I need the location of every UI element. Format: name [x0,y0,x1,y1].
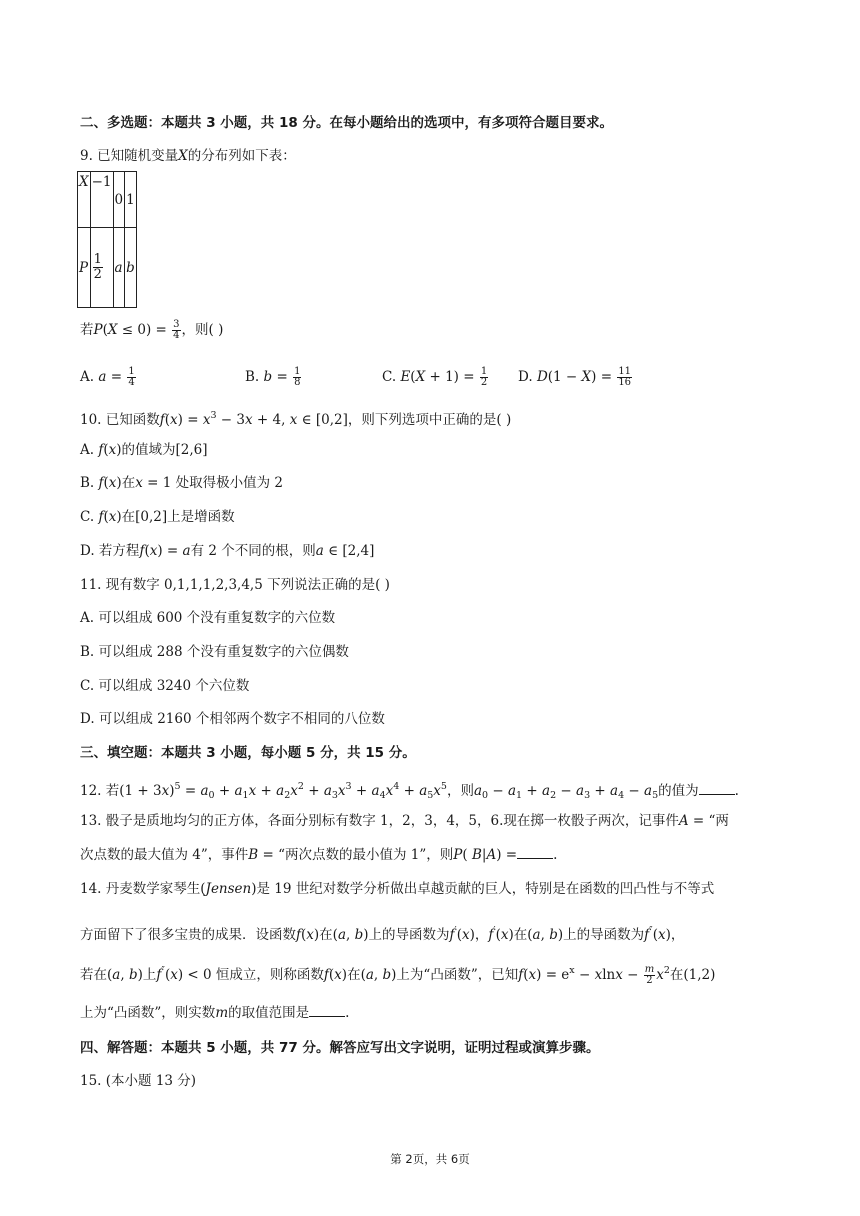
q14-line4: 上为“凸函数”，则实数m的取值范围是 . [80,1005,350,1021]
q14-line1: 14. 丹麦数学家琴生(Jensen)是 19 世纪对数学分析做出卓越贡献的巨人，特别是在函数的凹凸性与不等式 [80,881,715,897]
q14-line2: 方面留下了很多宝贵的成果．设函数f(x)在(a, b)上的导函数为f′(x)，f′(x)在(a, b)上的导函数为f″(x)， [80,925,685,943]
answer-blank [309,1004,345,1017]
q10-option-d: D. 若方程f(x) = a有 2 个不同的根，则a ∈ [2,4] [80,543,375,559]
distribution-table [77,171,137,308]
q14-line3: 若在(a, b)上f″(x) < 0 恒成立，则称函数f(x)在(a, b)上为“凸函数”，已知$f(x) = e^x - xlnx$ − $\frac{m}{2}$ $x^2$在(1,2) [80,964,716,986]
section-3-heading: 三、填空题：本题共 3 小题，每小题 5 分，共 15 分。 [80,745,416,761]
q10-option-c: C. f(x)在[0,2]上是增函数 [80,509,235,525]
q10-option-b: B. f(x)在x = 1 处取得极小值为 2 [80,475,283,491]
q11-stem: 11. 现有数字 0,1,1,1,2,3,4,5 下列说法正确的是( ) [80,577,390,593]
table-cell: b [125,228,137,308]
q9-option-b: B. b = $\frac{1}{8}$ [245,366,301,388]
section-2-heading: 二、多选题：本题共 3 小题，共 18 分。在每小题给出的选项中，有多项符合题目要求。 [80,115,613,131]
page-footer: 第 2页，共 6页 [390,1152,470,1166]
q11-option-d: D. 可以组成 2160 个相邻两个数字不相同的八位数 [80,711,385,727]
q13-line1: 13. 骰子是质地均匀的正方体，各面分别标有数字 1，2，3，4，5，6.现在掷一枚骰子两次，记事件A = “两 [80,813,729,829]
table-cell: 1 [125,172,137,228]
q9-stem: 9. 已知随机变量X的分布列如下表： [80,148,296,164]
answer-blank [517,846,553,859]
q9-condition: 若P(X ≤ 0) = $\frac{3}{4}$ ，则( ) [80,319,224,341]
q11-option-b: B. 可以组成 288 个没有重复数字的六位偶数 [80,644,349,660]
q10-option-a: A. f(x)的值域为[2,6] [80,442,208,458]
q15-stem: 15. (本小题 13 分) [80,1073,197,1089]
q11-option-a: A. 可以组成 600 个没有重复数字的六位数 [80,610,336,626]
table-cell: a [113,228,125,308]
q13-line2: 次点数的最大值为 4”，事件B = “两次点数的最小值为 1”，则P( B|A) = . [80,847,558,863]
table-header-p: P [78,228,91,308]
q9-option-c: C. E(X + 1) = $\frac{1}{2}$ [382,366,488,388]
table-header-x: X [78,172,91,228]
q9-option-a: A. a = $\frac{1}{4}$ [80,366,135,388]
section-4-heading: 四、解答题：本题共 5 小题，共 77 分。解答应写出文字说明，证明过程或演算步骤。 [80,1040,600,1056]
q11-option-c: C. 可以组成 3240 个六位数 [80,678,250,694]
q9-option-d: D. D(1 − X) = $\frac{11}{16}$ [518,366,632,388]
q10-stem: 10. 已知函数$f(x) = x^3 - 3x + 4$, x ∈ [0,2]，则下列选项中正确的是( ) [80,410,512,428]
table-cell: −1 [90,172,113,228]
table-cell: $\frac{1}{2}$ [90,228,113,308]
q12-text: 12. 若$(1 + 3x)^5 = a_0 + a_1x + a_2x^2 + a_3x^3 + a_4x^4 + a_5x^5$，则$a_0 - a_1 + a_2 - a_3 + a_4 - a_5$的值为 . [80,781,739,801]
table-cell: 0 [113,172,125,228]
answer-blank [699,782,735,795]
